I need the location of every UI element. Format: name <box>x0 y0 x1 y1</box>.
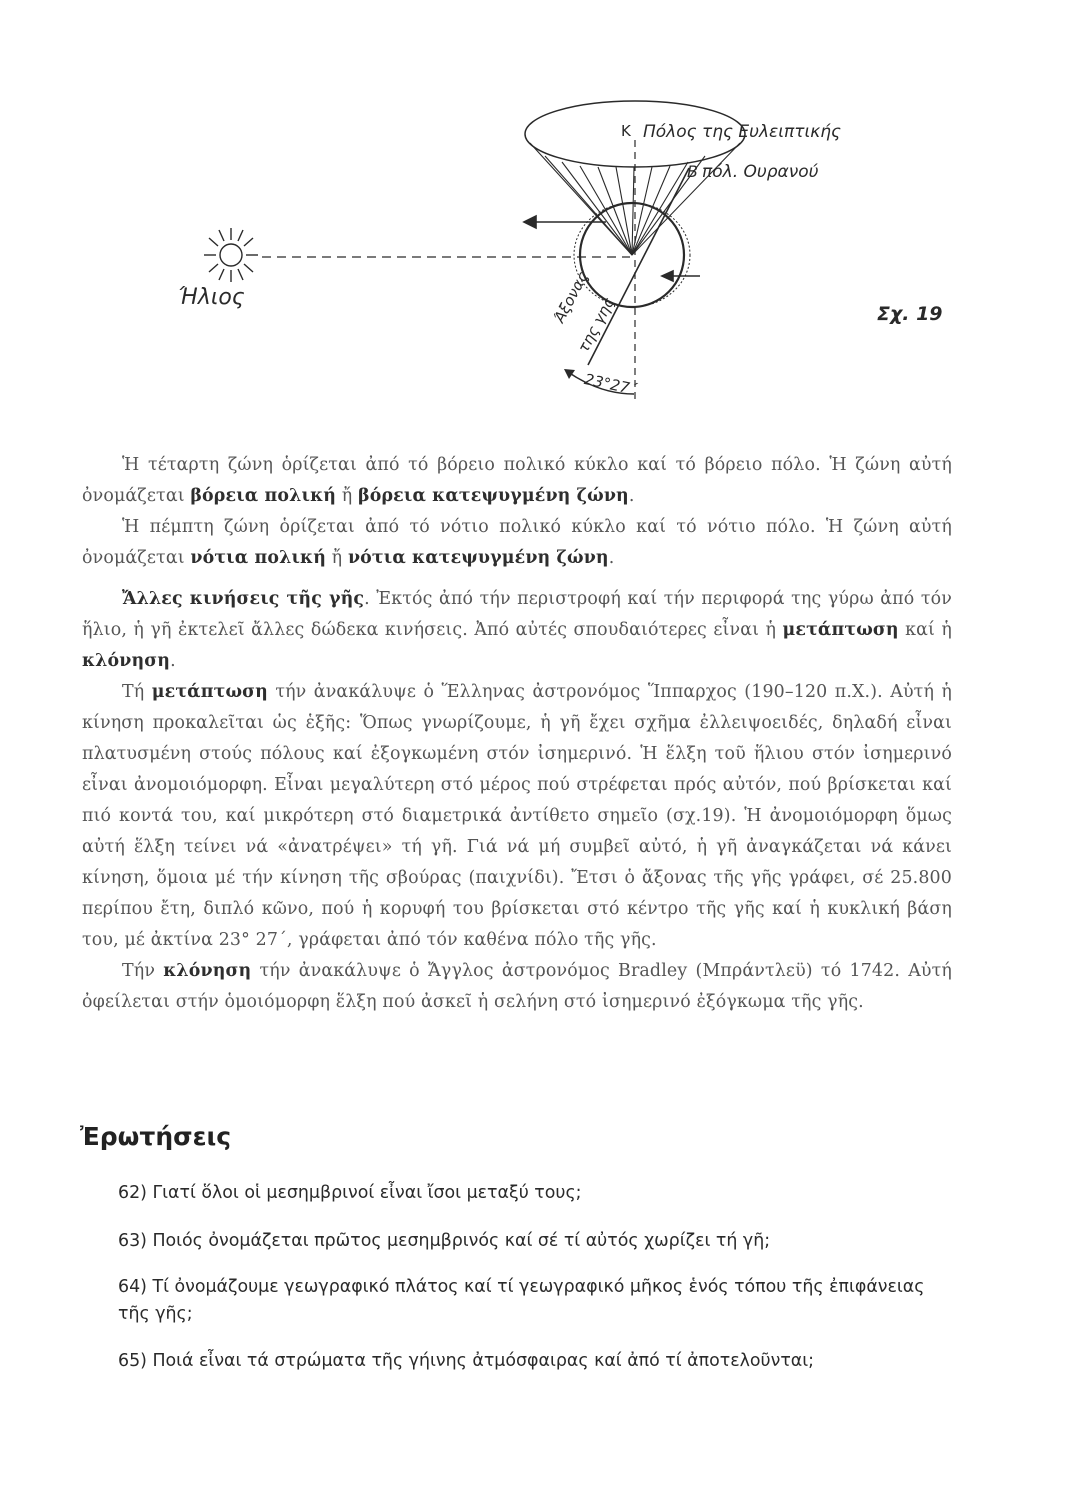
paragraph-south-polar-zone: Ἡ πέμπτη ζώνη ὁρίζεται ἀπό τό νότιο πολικό κύκλο καί τό νότιο πόλο. Ἡ ζώνη αὐτή ὀνομάζεται νότια πολική ἤ νότια κατεψυγμένη ζώνη. <box>82 517 952 568</box>
question-item: 62) Γιατί ὅλοι οἱ μεσημβρινοί εἶναι ἴσοι μεταξύ τους; <box>118 1183 582 1203</box>
body-text-lower <box>82 584 952 1018</box>
body-text-upper <box>82 450 952 574</box>
question-item: 64) Τί ὀνομάζουμε γεωγραφικό πλάτος καί τί γεωγραφικό μῆκος ἑνός τόπου τῆς ἐπιφάνειας τῆς γῆς; <box>118 1277 925 1324</box>
paragraph-precession: Τή μετάπτωση τήν ἀνακάλυψε ὁ Ἕλληνας ἀστρονόμος Ἵππαρχος (190–120 π.Χ.). Αὐτή ἡ κίνηση προκαλεῖται ὡς ἑξῆς: Ὅπως γνωρίζουμε, ἡ γῆ ἔχει σχῆμα ἐλλειψοειδές, δηλαδή εἶναι πλατυσμένη στούς πόλους καί ἐξογκωμένη στόν ἰσημερινό. Ἡ ἕλξη τοῦ ἥλιου στόν ἰσημερινό εἶναι ἀνομοιόμορφη. Εἶναι μεγαλύτερη στό μέρος πού στρέφεται πρός αὐτόν, πού βρίσκεται καί πιό κοντά του, καί μικρότερη στό διαμετρικά ἀντίθετο σημεῖο (σχ.19). Ἡ ἀνομοιόμορφη ὅμως αὐτή ἕλξη τείνει νά «ἀνατρέψει» τή γῆ. Γιά νά μή συμβεῖ αὐτό, ἡ γῆ ἀναγκάζεται νά κάνει κίνηση, ὅμοια μέ τήν κίνηση τῆς σβούρας (παιχνίδι). Ἔτσι ὁ ἄξονας τῆς γῆς γράφει, σέ 25.800 περίπου ἔτη, διπλό κῶνο, πού ἡ κορυφή του βρίσκεται στό κέντρο τῆς γῆς καί ἡ κυκλική βάση του, μέ ἀκτίνα 23° 27΄, γράφεται ἀπό τόν καθένα πόλο τῆς γῆς. <box>82 682 952 950</box>
k-label: Κ <box>621 122 631 140</box>
question-item: 65) Ποιά εἶναι τά στρώματα τῆς γήινης ἀτμόσφαιρας καί ἀπό τί ἀποτελοῦνται; <box>118 1351 815 1371</box>
paragraph-other-motions: Ἄλλες κινήσεις τῆς γῆς. Ἐκτός ἀπό τήν περιστροφή καί τήν περιφορά της γύρω ἀπό τόν ἥλιο, ἡ γῆ ἐκτελεῖ ἄλλες δώδεκα κινήσεις. Ἀπό αὐτές σπουδαιότερες εἶναι ἡ μετάπτωση καί ἡ κλόνηση. <box>82 589 952 671</box>
paragraph-north-polar-zone: Ἡ τέταρτη ζώνη ὁρίζεται ἀπό τό βόρειο πολικό κύκλο καί τό βόρειο πόλο. Ἡ ζώνη αὐτή ὀνομάζεται βόρεια πολική ἤ βόρεια κατεψυγμένη ζώνη. <box>82 455 952 506</box>
earth-axis <box>588 168 689 365</box>
questions-heading: Ἐρωτήσεις <box>80 1122 232 1151</box>
figure-number: Σχ. 19 <box>877 303 943 325</box>
precession-diagram <box>0 0 1089 420</box>
question-item: 63) Ποιός ὀνομάζεται πρῶτος μεσημβρινός καί σέ τί αὐτός χωρίζει τή γῆ; <box>118 1231 771 1251</box>
sky-pole-label: πόλ. Ουρανού <box>702 162 819 182</box>
sun-label: Ήλιος <box>178 285 245 310</box>
figure-19 <box>0 0 1089 420</box>
force-arrow-left <box>524 216 606 228</box>
angle-label: 23°27΄ <box>582 370 639 399</box>
paragraph-nutation: Τήν κλόνηση τήν ἀνακάλυψε ὁ Ἄγγλος ἀστρονόμος Bradley (Μπράντλεϋ) τό 1742. Αὐτή ὀφείλεται στήν ὁμοιόμορφη ἕλξη πού ἀσκεῖ ἡ σελήνη στό ἰσημερινό ἐξόγκωμα τῆς γῆς. <box>82 961 952 1012</box>
earth-axis-label-2: της γης <box>574 294 618 356</box>
ecliptic-pole-label: Πόλος της Ευλειπτικής <box>643 122 841 142</box>
sun-icon <box>204 228 258 282</box>
earth-axis-label-1: Άξονας <box>550 268 592 326</box>
angle-arrowhead <box>564 369 575 379</box>
b-label: Β <box>687 162 698 181</box>
